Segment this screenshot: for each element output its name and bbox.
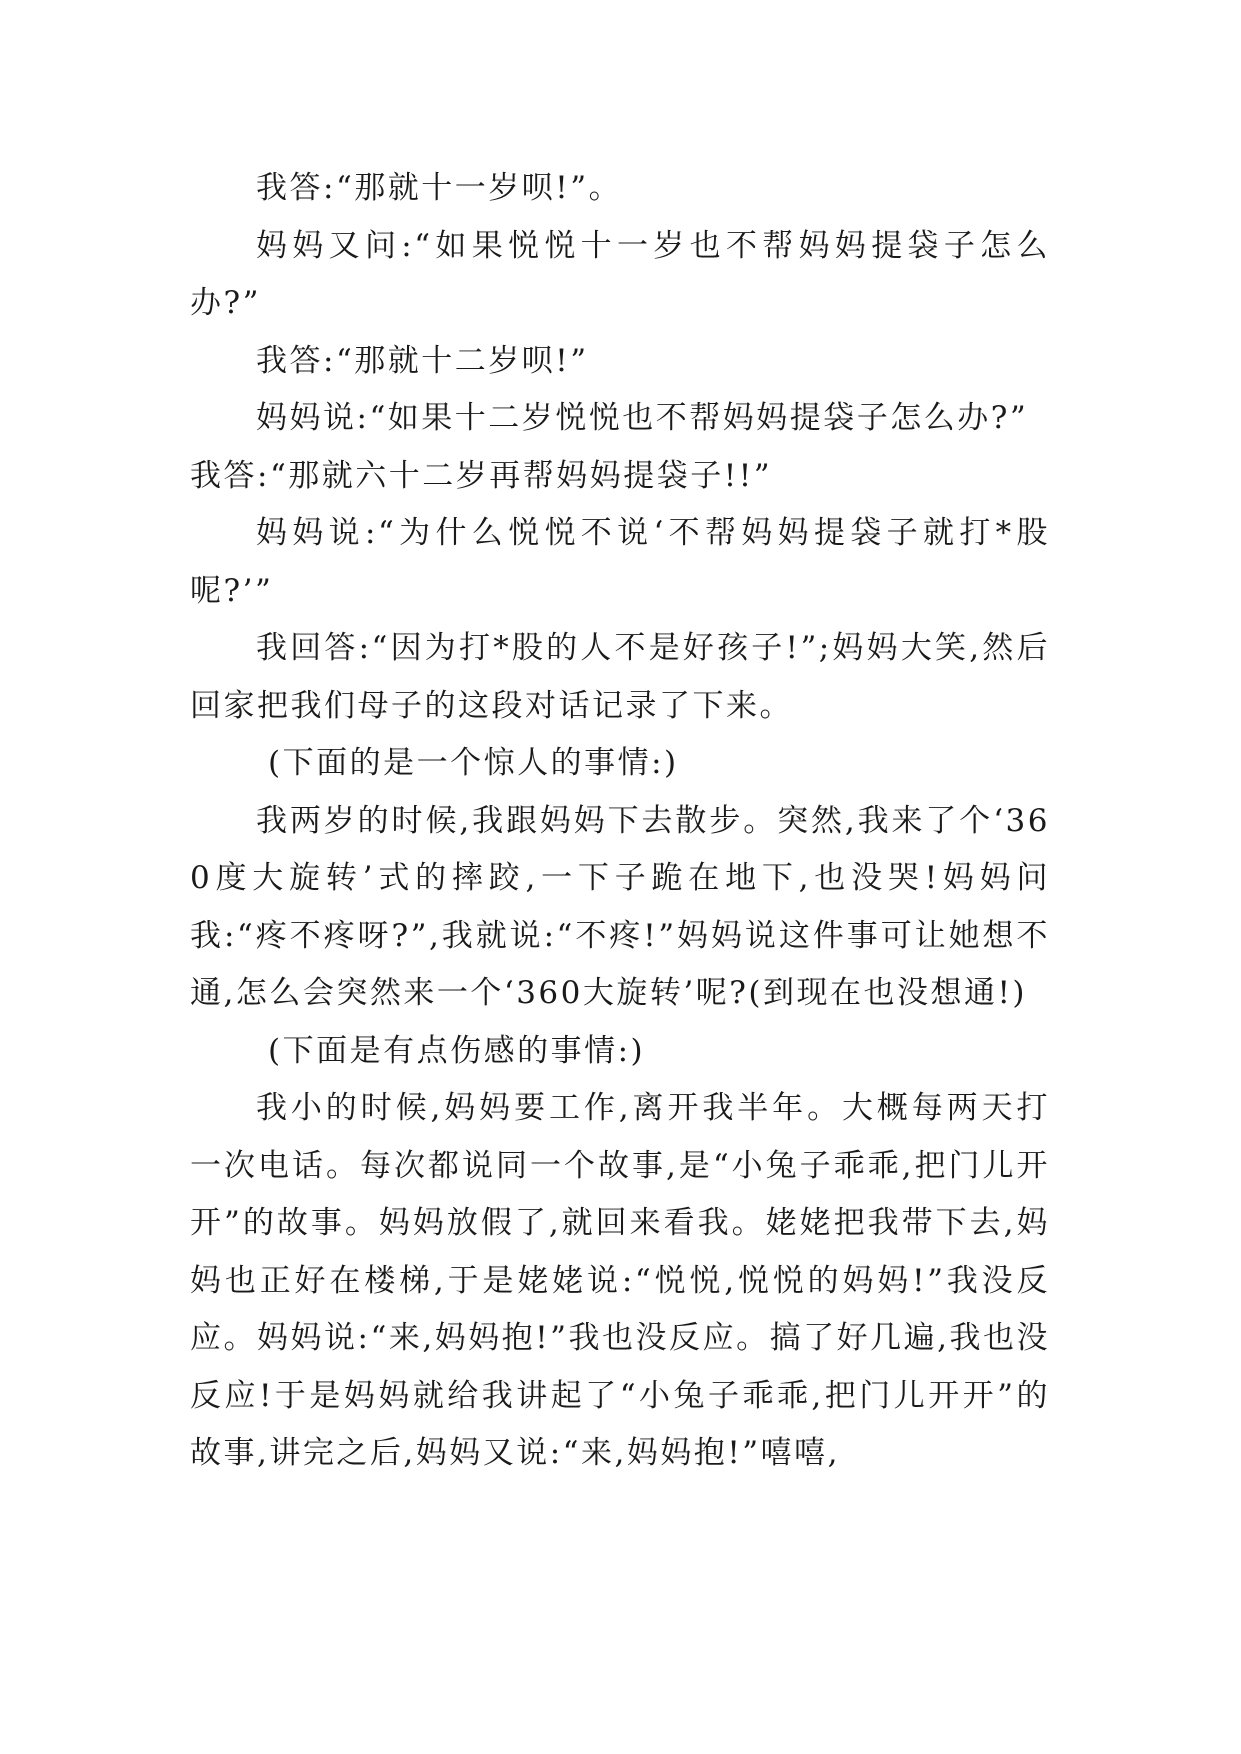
paragraph-9: 我小的时候,妈妈要工作,离开我半年。大概每两天打一次电话。每次都说同一个故事,是“小兔子乖乖,把门儿开开”的故事。妈妈放假了,就回来看我。姥姥把我带下去,妈妈也正好在楼梯,于是姥姥说:“悦悦,悦悦的妈妈!”我没反应。妈妈说:“来,妈妈抱!”我也没反应。搞了好几遍,我也没反应!于是妈妈就给我讲起了“小兔子乖乖,把门儿开开”的故事,讲完之后,妈妈又说:“来,妈妈抱!”嘻嘻, (190, 1090, 1050, 1471)
paragraph-1: 我答:“那就十一岁呗!”。 (256, 170, 623, 206)
section-note-1: (下面的是一个惊人的事情:) (268, 745, 679, 781)
paragraph-6: 妈妈说:“为什么悦悦不说‘不帮妈妈提袋子就打*股呢?’” (190, 515, 1050, 609)
paragraph-8: 我两岁的时候,我跟妈妈下去散步。突然,我来了个‘360度大旋转’式的摔跤,一下子跪在地下,也没哭!妈妈问我:“疼不疼呀?”,我就说:“不疼!”妈妈说这件事可让她想不通,怎么会突然来一个‘360大旋转’呢?(到现在也没想通!) (190, 802, 1050, 1011)
paragraph-3: 我答:“那就十二岁呗!” (256, 342, 589, 379)
paragraph-4: 妈妈说:“如果十二岁悦悦也不帮妈妈提袋子怎么办?” (256, 400, 1029, 436)
document-body (190, 160, 1050, 1483)
paragraph-2: 妈妈又问:“如果悦悦十一岁也不帮妈妈提袋子怎么办?” (190, 227, 1050, 321)
section-note-2: (下面是有点伤感的事情:) (268, 1032, 646, 1069)
paragraph-5: 我答:“那就六十二岁再帮妈妈提袋子!!” (190, 457, 773, 494)
paragraph-7: 我回答:“因为打*股的人不是好孩子!”;妈妈大笑,然后回家把我们母子的这段对话记录了下来。 (190, 630, 1050, 724)
